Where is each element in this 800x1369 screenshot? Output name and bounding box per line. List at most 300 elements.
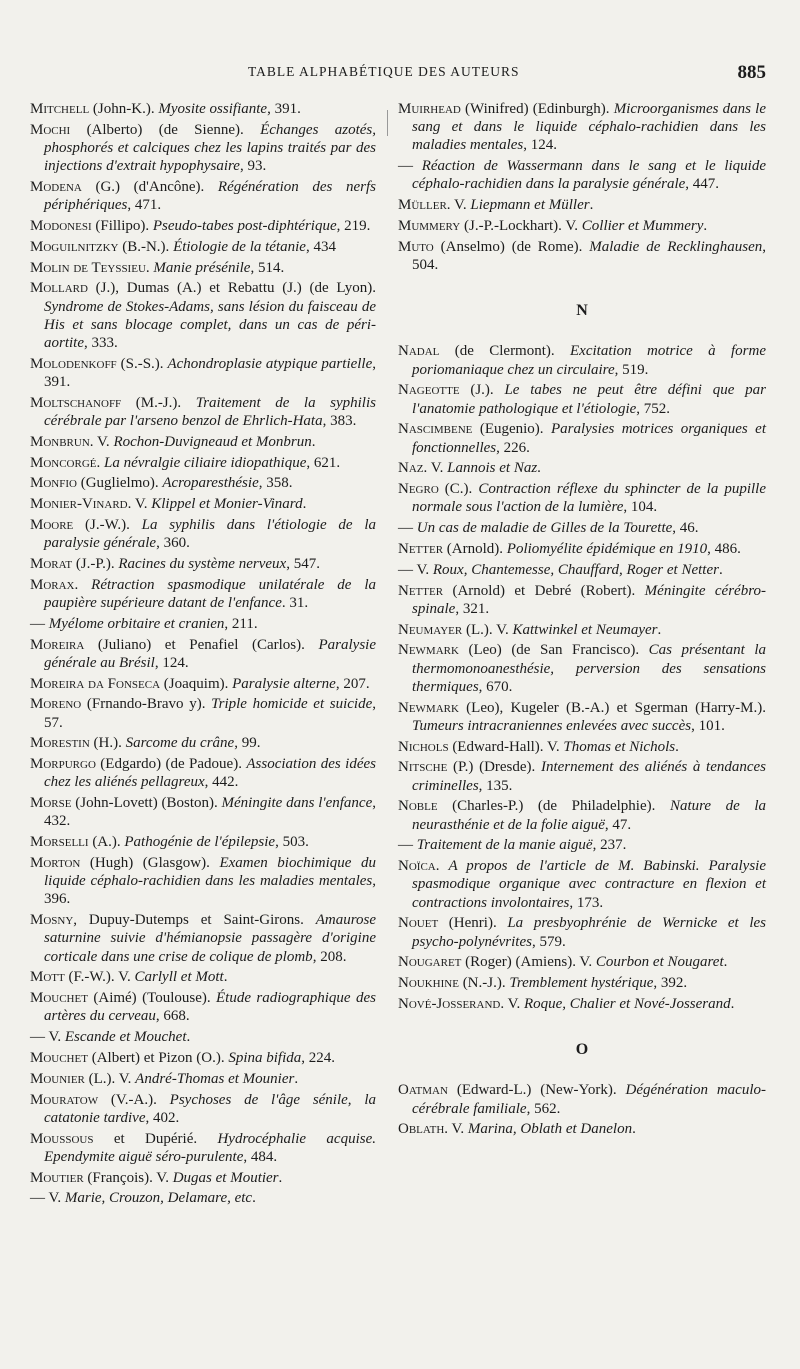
entry-page: , 333.	[84, 335, 118, 351]
entry-page: , 101.	[691, 717, 725, 734]
entry-author: Moncorgé	[30, 454, 97, 471]
entry-author: Morselli	[30, 834, 89, 851]
entry-title: Dugas et Moutier	[172, 1169, 279, 1186]
entry-text: (Leo) (de San Francisco).	[458, 642, 649, 659]
index-entry	[30, 1189, 376, 1207]
entry-page: , 562.	[526, 1100, 561, 1117]
entry-title: Racines du système nerveux	[118, 555, 287, 572]
index-entry	[398, 797, 766, 833]
entry-page: , 207.	[335, 675, 370, 692]
entry-title: Régénération des nerfs périphériques	[44, 179, 376, 214]
section-n	[398, 342, 766, 1013]
entry-author: Müller	[398, 197, 447, 214]
index-entry	[30, 989, 376, 1025]
entry-author: Mouchet	[30, 990, 88, 1007]
header-title: TABLE ALPHABÉTIQUE DES AUTEURS	[248, 64, 520, 79]
entry-page: , 668.	[155, 1008, 190, 1025]
entry-title: Échanges azotés, phosphorés et calciques chez les lapins traités par des injections d'extrait hypophysaire	[44, 121, 376, 175]
entry-text: (Alberto) (de Sienne).	[70, 121, 261, 138]
entry-text: (Guglielmo).	[76, 475, 163, 492]
index-entry	[30, 555, 376, 573]
entry-page: , 124.	[154, 654, 189, 671]
index-entry	[398, 196, 766, 214]
entry-author: Modonesi	[30, 218, 92, 234]
entry-title: Marie, Crouzon, Delamare, etc	[64, 1190, 253, 1207]
entry-author: Muirhead	[398, 101, 461, 117]
entry-title: Collier et Mummery	[581, 218, 704, 234]
entry-text: (A.).	[88, 834, 125, 851]
entry-title: Klippel et Monier-Vinard	[151, 496, 303, 513]
index-entry	[398, 641, 766, 696]
entry-text: (Hugh) (Glasgow).	[80, 854, 220, 871]
entry-text: et Dupérié.	[93, 1130, 218, 1147]
column-divider	[387, 110, 388, 136]
entry-title: Lannois et Naz	[447, 460, 538, 477]
entry-text: (Leo), Kugeler (B.-A.) et Sgerman (Harry-M.).	[458, 699, 766, 716]
entry-text: .	[435, 858, 449, 875]
index-entry	[398, 1081, 766, 1117]
entry-author: Mitchell	[30, 101, 90, 117]
entry-author: Netter	[398, 541, 444, 557]
entry-author: Morse	[30, 795, 72, 812]
entry-author: Moreira da Fonseca	[30, 675, 161, 692]
entry-author: Moore	[30, 516, 74, 533]
entry-text: — V.	[30, 1029, 65, 1046]
index-entry	[398, 857, 766, 912]
index-entry	[30, 100, 376, 118]
entry-title: Cas présentant la thermomonoanesthésie, perversion des sensations thermiques	[412, 642, 766, 695]
index-entry	[398, 582, 766, 618]
entry-page: , 670.	[478, 678, 513, 695]
entry-text: (Charles-P.) (de Philadelphie).	[437, 798, 670, 815]
entry-title: Hydrocéphalie acquise. Ependymite aiguë séro-purulente	[44, 1130, 376, 1165]
index-entry	[30, 394, 376, 430]
entry-page: , 432.	[44, 795, 376, 830]
entry-title: Myélome orbitaire et cranien	[48, 615, 225, 632]
entry-page: , 621.	[306, 454, 341, 471]
section-m-continued	[398, 100, 766, 274]
entry-author: Nichols	[398, 738, 449, 755]
entry-author: Negro	[398, 481, 439, 498]
entry-page: , 104.	[623, 499, 658, 516]
entry-author: Mouchet	[30, 1049, 88, 1066]
entry-title: Manie présénile	[153, 259, 251, 276]
entry-author: Moltschanoff	[30, 394, 122, 411]
entry-text: (Arnold) et Debré (Robert).	[443, 582, 645, 599]
entry-page: .	[703, 218, 708, 234]
entry-author: Nascimbene	[398, 421, 473, 438]
entry-text: —	[30, 615, 49, 632]
entry-text: (Edward-Hall). V.	[448, 738, 564, 755]
entry-page: , 402.	[145, 1109, 180, 1126]
entry-page: , 503.	[275, 834, 309, 851]
entry-text: (Albert) et Pizon (O.).	[87, 1049, 229, 1066]
entry-title: Paralysie générale au Brésil	[44, 636, 376, 671]
index-entry	[30, 279, 376, 352]
left-column	[30, 100, 376, 1210]
entry-text: (J.), Dumas (A.) et Rebattu (J.) (de Lyon).	[87, 280, 376, 297]
index-entry	[398, 238, 766, 274]
entry-text: (V.-A.).	[98, 1091, 170, 1108]
entry-text: . V.	[127, 496, 152, 513]
entry-author: Nageotte	[398, 382, 460, 399]
entry-text: (F.-W.). V.	[64, 969, 135, 986]
index-entry	[30, 433, 376, 451]
entry-page: , 519.	[614, 361, 649, 378]
entry-text: (John-K.).	[89, 101, 159, 117]
entry-page: , 135.	[478, 777, 513, 794]
entry-title: Roque, Chalier et Nové-Josserand	[523, 995, 731, 1012]
index-entry	[30, 1169, 376, 1187]
entry-author: Morpurgo	[30, 756, 96, 773]
entry-title: Paralysie alterne	[232, 675, 336, 692]
entry-text: —	[398, 520, 417, 537]
entry-text: (J.-P.).	[72, 555, 119, 572]
index-entry	[30, 734, 376, 752]
index-entry	[30, 615, 376, 633]
entry-page: , 579.	[531, 933, 566, 950]
index-entry	[30, 794, 376, 830]
entry-author: Mollard	[30, 280, 88, 297]
entry-author: Mochi	[30, 121, 71, 138]
index-entry	[398, 995, 766, 1013]
index-entry	[30, 259, 376, 277]
index-entry	[30, 833, 376, 851]
entry-page: .	[186, 1029, 191, 1046]
entry-text: (C.).	[438, 481, 479, 498]
entry-text: .	[74, 576, 92, 593]
index-entry	[30, 755, 376, 791]
entry-page: , 124.	[523, 137, 557, 154]
entry-author: Newmark	[398, 699, 459, 716]
index-entry	[398, 342, 766, 378]
index-entry	[30, 1028, 376, 1046]
entry-title: Thomas et Nichols	[563, 738, 676, 755]
entry-author: Monbrun	[30, 433, 90, 450]
entry-page: .	[718, 561, 723, 578]
entry-page: , 486.	[707, 541, 741, 557]
entry-text: (John-Lovett) (Boston).	[71, 795, 222, 812]
index-entry	[398, 836, 766, 854]
entry-text: (Arnold).	[443, 541, 507, 557]
entry-author: Noïca	[398, 858, 436, 875]
index-entry	[30, 454, 376, 472]
index-entry	[398, 381, 766, 417]
entry-title: Nature de la neurasthénie et de la folie aiguë	[412, 798, 766, 833]
entry-title: Roux, Chantemesse, Chauffard, Roger et Netter	[432, 561, 719, 578]
index-entry	[398, 540, 766, 558]
entry-text: (Juliano) et Penafiel (Carlos).	[84, 636, 319, 653]
index-entry	[398, 699, 766, 735]
entry-text: (L.). V.	[84, 1070, 136, 1087]
entry-title: Un cas de maladie de Gilles de la Tourette	[416, 520, 673, 537]
entry-author: Mott	[30, 969, 65, 986]
entry-page: , 752.	[636, 400, 671, 417]
right-column	[398, 100, 766, 1141]
index-entry	[30, 854, 376, 909]
index-entry	[398, 420, 766, 456]
entry-page: , 208.	[312, 948, 347, 965]
entry-author: Moreno	[30, 696, 82, 713]
entry-text: (Winifred) (Edinburgh).	[460, 101, 614, 117]
section-o	[398, 1081, 766, 1138]
index-entry	[30, 121, 376, 176]
entry-page: , 391.	[267, 101, 301, 117]
index-entry	[30, 636, 376, 672]
entry-author: Netter	[398, 582, 444, 599]
entry-text: (G.) (d'Ancône).	[81, 179, 218, 195]
entry-page: , 434	[305, 238, 336, 255]
entry-text: (Anselmo) (de Rome).	[433, 238, 590, 255]
index-entry	[30, 968, 376, 986]
index-entry	[30, 495, 376, 513]
entry-author: Molodenkoff	[30, 355, 117, 372]
entry-text: (H.).	[89, 735, 126, 752]
entry-title: Triple homicide et suicide	[211, 696, 373, 713]
entry-page: , 47.	[604, 816, 632, 833]
entry-page: , 360.	[156, 535, 190, 552]
entry-author: Newmark	[398, 642, 459, 659]
running-header	[0, 64, 800, 88]
entry-title: La névralgie ciliaire idiopathique	[104, 454, 307, 471]
index-entry	[398, 621, 766, 639]
entry-text: .	[96, 454, 105, 471]
entry-author: Modena	[30, 179, 82, 195]
entry-page: .	[294, 1070, 299, 1087]
entry-title: Tremblement hystérique	[509, 975, 654, 992]
entry-title: Internement des aliénés à tendances criminelles	[412, 759, 767, 794]
entry-title: Spina bifida	[228, 1049, 302, 1066]
entry-text: (L.). V.	[462, 621, 513, 638]
entry-title: Rétraction spasmodique unilatérale de la paupière supérieure datant de l'enfance	[44, 576, 376, 611]
entry-title: Maladie de Recklinghausen	[589, 238, 763, 255]
entry-page: .	[311, 433, 316, 450]
entry-title: Tumeurs intracraniennes enlevées avec succès	[412, 717, 692, 734]
index-entry	[30, 474, 376, 492]
entry-text: . V.	[423, 460, 448, 477]
entry-text: —	[398, 158, 422, 175]
section-letter-o: O	[575, 1041, 589, 1059]
entry-text: (de Clermont).	[439, 343, 570, 360]
entry-page: .	[675, 738, 679, 755]
entry-author: Noble	[398, 798, 438, 815]
entry-author: Noukhine	[398, 975, 459, 992]
entry-title: La presbyophrénie de Wernicke et les psycho-polynévrites	[412, 915, 766, 950]
entry-title: Psychoses de l'âge sénile, la catatonie tardive	[44, 1091, 376, 1126]
entry-text: (Joaquim).	[160, 675, 233, 692]
index-entry	[398, 953, 766, 971]
entry-page: , 396.	[44, 873, 376, 908]
entry-page: , 391.	[44, 355, 377, 390]
entry-text: . V.	[444, 1121, 468, 1138]
entry-title: Achondroplasie atypique partielle	[167, 355, 373, 372]
entry-title: Amaurose saturnine suivie d'hémianopsie passagère d'origine corticale dans une crise de colique de plomb	[44, 912, 376, 965]
entry-text: (Edward-L.) (New-York).	[447, 1082, 626, 1099]
index-entry	[398, 561, 766, 579]
index-entry	[398, 974, 766, 992]
entry-title: Rochon-Duvigneaud et Monbrun	[113, 433, 312, 450]
entry-title: Dégénération maculo-cérébrale familiale	[412, 1082, 766, 1117]
entry-title: Association des idées chez les aliénés pellagreux	[44, 756, 376, 791]
entry-author: Mummery	[398, 218, 461, 234]
entry-author: Oblath	[398, 1121, 445, 1138]
entry-title: Acroparesthésie	[162, 475, 259, 492]
entry-title: Pathogénie de l'épilepsie	[124, 834, 276, 851]
entry-title: Escande et Mouchet	[64, 1029, 187, 1046]
entry-title: Réaction de Wassermann dans le sang et le liquide céphalo-rachidien dans la paralysie générale	[412, 158, 766, 193]
entry-page: , 392.	[653, 975, 688, 992]
entry-page: .	[252, 1190, 256, 1207]
entry-text: . V.	[89, 433, 114, 450]
entry-author: Monier-Vinard	[30, 496, 128, 513]
entry-title: Examen biochimique du liquide céphalo-rachidien dans les maladies mentales	[44, 854, 377, 890]
entry-author: Mosny	[30, 912, 74, 929]
entry-page: .	[589, 197, 594, 214]
entry-page: . 31.	[281, 594, 309, 611]
entry-author: Muto	[398, 238, 434, 255]
index-entry	[398, 217, 766, 235]
index-entry	[398, 1120, 766, 1138]
entry-author: Morton	[30, 854, 81, 871]
entry-text: (Fillipo).	[91, 218, 153, 234]
entry-author: Morestin	[30, 735, 90, 752]
entry-title: La syphilis dans l'étiologie de la paralysie générale	[44, 516, 376, 552]
entry-text: .	[145, 259, 154, 276]
entry-text: (J.-W.).	[73, 516, 142, 533]
entry-page: .	[302, 496, 307, 513]
entry-text: (Frnando-Bravo y).	[81, 696, 212, 713]
entry-text: (Eugenio).	[472, 421, 551, 438]
entry-author: Neumayer	[398, 621, 463, 638]
entry-page: .	[223, 969, 228, 986]
entry-title: Pseudo-tabes post-diphtérique	[152, 218, 337, 234]
entry-page: .	[632, 1121, 636, 1138]
index-entry	[30, 576, 376, 612]
entry-text: (B.-N.).	[118, 238, 174, 255]
entry-text: —	[398, 837, 417, 854]
index-entry	[30, 355, 376, 391]
entry-author: Moussous	[30, 1130, 94, 1147]
entry-page: , 173.	[569, 894, 604, 911]
entry-page: .	[657, 621, 662, 638]
entry-title: Étiologie de la tétanie	[173, 238, 306, 255]
entry-author: Monfio	[30, 475, 77, 492]
entry-title: Paralysies motrices organiques et fonctionnelles	[412, 421, 766, 456]
entry-page: , 219.	[336, 218, 371, 234]
entry-title: Étude radiographique des artères du cerveau	[44, 990, 376, 1025]
entry-page: , 358.	[258, 475, 293, 492]
entry-text: (N.-J.).	[458, 975, 510, 992]
page-number: 885	[737, 62, 766, 83]
index-entry	[398, 519, 766, 537]
entry-title: Sarcome du crâne	[125, 735, 235, 752]
entry-title: Méningite dans l'enfance	[221, 795, 373, 812]
index-entry	[398, 738, 766, 756]
entry-author: Morax	[30, 576, 75, 593]
entry-text: (J.).	[459, 382, 505, 399]
index-entry	[398, 758, 766, 794]
entry-text: . V.	[446, 197, 471, 214]
entry-page: , 471.	[127, 197, 162, 214]
entry-page: , 226.	[496, 439, 530, 456]
index-entry	[30, 695, 376, 731]
entry-author: Moutier	[30, 1169, 84, 1186]
entry-text: (François). V.	[83, 1169, 173, 1186]
entry-page: , 442.	[204, 774, 239, 791]
index-entry	[398, 914, 766, 950]
index-entry	[30, 217, 376, 235]
index-entry	[30, 675, 376, 693]
entry-title: Myosite ossifiante	[158, 101, 268, 117]
index-entry	[398, 157, 766, 193]
entry-author: Moguilnitzky	[30, 238, 119, 255]
entry-page: , 547.	[286, 555, 320, 572]
entry-page: , 383.	[322, 413, 357, 429]
index-entry	[30, 1130, 376, 1166]
entry-text: (Edgardo) (de Padoue).	[95, 756, 247, 773]
index-entry	[30, 1091, 376, 1127]
entry-author: Mouratow	[30, 1091, 99, 1108]
entry-page: , 504.	[412, 238, 766, 273]
index-entry	[398, 459, 766, 477]
entry-page: , 93.	[239, 158, 267, 175]
entry-title: Traitement de la syphilis cérébrale par l'arseno benzol de Ehrlich-Hata	[44, 394, 376, 429]
entry-title: André-Thomas et Mounier	[135, 1070, 295, 1087]
index-entry	[30, 178, 376, 214]
entry-author: Nitsche	[398, 759, 448, 776]
entry-author: Morat	[30, 555, 73, 572]
entry-title: Kattwinkel et Neumayer	[512, 621, 658, 638]
entry-page: .	[537, 460, 541, 477]
entry-title: Traitement de la manie aiguë	[416, 837, 593, 854]
entry-title: Courbon et Nougaret	[595, 954, 724, 971]
entry-title: Liepmann et Müller	[470, 197, 590, 214]
entry-page: , 57.	[44, 696, 377, 731]
index-entry	[30, 238, 376, 256]
entry-title: Le tabes ne peut être défini que par l'anatomie pathologique et l'étiologie	[412, 382, 766, 417]
entry-text: (Henri).	[438, 915, 508, 932]
entry-page: .	[723, 954, 728, 971]
entry-author: Nové-Josserand	[398, 995, 501, 1012]
entry-text: (S.-S.).	[116, 355, 168, 372]
entry-text: (P.) (Dresde).	[447, 759, 541, 776]
index-entry	[30, 1070, 376, 1088]
index-entry	[398, 100, 766, 155]
entry-page: , 99.	[234, 735, 261, 752]
entry-page: , 514.	[250, 259, 285, 276]
entry-title: A propos de l'article de M. Babinski. Paralysie spasmodique organique avec contracture en flexion et contractions involontaires	[412, 858, 766, 911]
entry-title: Carlyll et Mott	[134, 969, 224, 986]
entry-author: Nadal	[398, 343, 440, 360]
entry-text: — V.	[398, 561, 433, 578]
entry-author: Molin de Teyssieu	[30, 259, 146, 276]
entry-page: , 46.	[672, 520, 699, 537]
entry-title: Méningite cérébro-spinale	[412, 582, 766, 617]
entry-text: (M.-J.).	[121, 394, 196, 411]
entry-page: , 447.	[685, 176, 720, 193]
entry-text: (J.-P.-Lockhart). V.	[460, 218, 582, 234]
entry-author: Nouet	[398, 915, 439, 932]
entry-page: , 484.	[243, 1148, 278, 1165]
entry-text: — V.	[30, 1190, 65, 1207]
entry-page: , 224.	[301, 1049, 336, 1066]
entry-text: (Aimé) (Toulouse).	[87, 990, 217, 1007]
entry-page: , 211.	[224, 615, 258, 632]
entry-page: .	[730, 995, 735, 1012]
entry-title: Microorganismes dans le sang et dans le liquide céphalo-rachidien dans les maladies mentales	[412, 101, 766, 154]
section-letter-n: N	[576, 302, 588, 320]
entry-title: Syndrome de Stokes-Adams, sans lésion du faisceau de His et sans blocage complet, dans un cas de péri-aortite	[44, 298, 376, 351]
